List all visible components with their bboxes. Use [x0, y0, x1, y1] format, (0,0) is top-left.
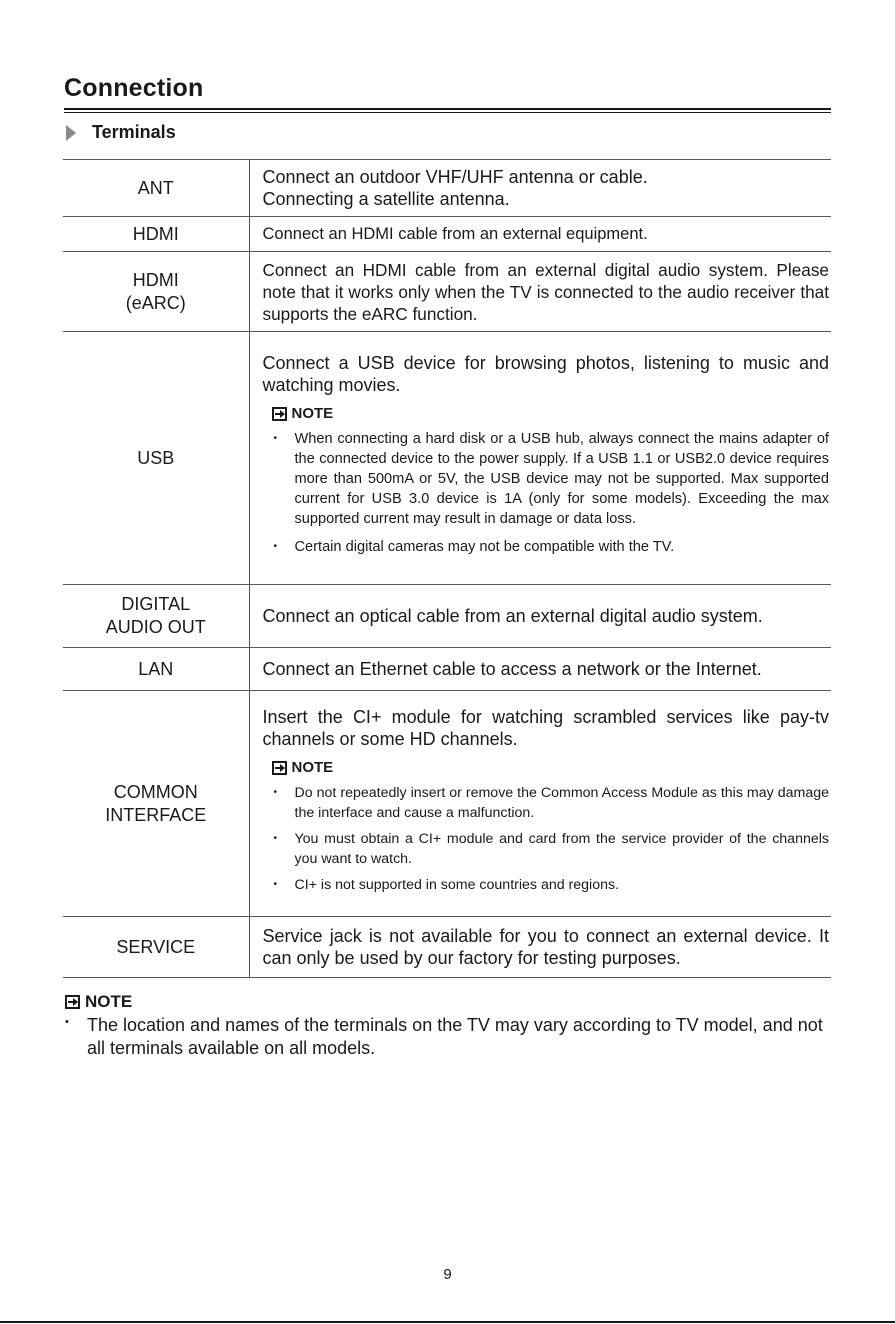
terminal-description: Connect an HDMI cable from an external equipment. [249, 217, 831, 252]
terminal-description [249, 691, 831, 917]
list-item: • You must obtain a CI+ module and card from the service provider of the channels you want to watch. [273, 829, 830, 869]
terminal-name: SERVICE [63, 917, 249, 978]
note-arrow-icon [272, 761, 287, 775]
terminal-name: HDMI (eARC) [63, 252, 249, 332]
title-rule [64, 108, 831, 110]
terminal-description [249, 332, 831, 585]
terminal-description: Service jack is not available for you to connect an external device. It can only be used by our factory for testing purposes. [249, 917, 831, 978]
note-heading: NOTE [272, 403, 830, 425]
note-arrow-icon [272, 407, 287, 421]
terminal-description: Connect an optical cable from an external digital audio system. [249, 585, 831, 648]
terminal-description: Connect an outdoor VHF/UHF antenna or cable. Connecting a satellite antenna. [249, 160, 831, 217]
list-item: • Do not repeatedly insert or remove the Common Access Module as this may damage the interface and cause a malfunction. [273, 783, 830, 823]
table-row-usb [63, 332, 831, 585]
table-row-digital-audio-out [63, 585, 831, 648]
terminals-table [63, 159, 831, 978]
ci-description: Insert the CI+ module for watching scrambled services like pay-tv channels or some HD channels. [262, 707, 829, 749]
section-heading [66, 122, 176, 143]
table-row-service [63, 917, 831, 978]
terminal-name: DIGITAL AUDIO OUT [63, 585, 249, 648]
title-rule-thin [64, 112, 831, 113]
note-arrow-icon [65, 995, 80, 1009]
table-row-ant [63, 160, 831, 217]
list-item: • Certain digital cameras may not be compatible with the TV. [273, 537, 830, 557]
table-row-common-interface [63, 691, 831, 917]
usb-description: Connect a USB device for browsing photos, listening to music and watching movies. [262, 352, 829, 395]
section-title: Terminals [92, 122, 176, 142]
terminal-name: COMMON INTERFACE [63, 691, 249, 917]
terminal-description: Connect an Ethernet cable to access a network or the Internet. [249, 648, 831, 691]
note-heading: NOTE [65, 992, 835, 1012]
table-row-lan [63, 648, 831, 691]
terminal-name: ANT [63, 160, 249, 217]
table-row-hdmi [63, 217, 831, 252]
list-item: • When connecting a hard disk or a USB hub, always connect the mains adapter of the connected device to the power supply. If a USB 1.1 or USB2.0 device requires more than 500mA or 5V, the USB device may not be supported. Max supported current for USB 3.0 device is 1A (only for some models). Exceeding the max supported current may result in damage or data loss. [273, 429, 830, 529]
ci-notes [273, 783, 830, 895]
list-item: • CI+ is not supported in some countries and regions. [273, 875, 830, 895]
footer-rule [0, 1321, 895, 1323]
terminal-name: USB [63, 332, 249, 585]
note-heading: NOTE [272, 757, 830, 779]
usb-notes [273, 429, 830, 557]
table-row-hdmi-earc [63, 252, 831, 332]
terminal-name: LAN [63, 648, 249, 691]
terminal-name: HDMI [63, 217, 249, 252]
note-text: • The location and names of the terminals on the TV may vary according to TV model, and not all terminals available on all models. [65, 1014, 835, 1060]
terminal-description: Connect an HDMI cable from an external digital audio system. Please note that it works only when the TV is connected to the audio receiver that supports the eARC function. [249, 252, 831, 332]
page-number: 9 [443, 1266, 452, 1283]
triangle-bullet-icon [66, 125, 76, 141]
page-title: Connection [64, 74, 204, 102]
bottom-note [65, 992, 835, 1060]
